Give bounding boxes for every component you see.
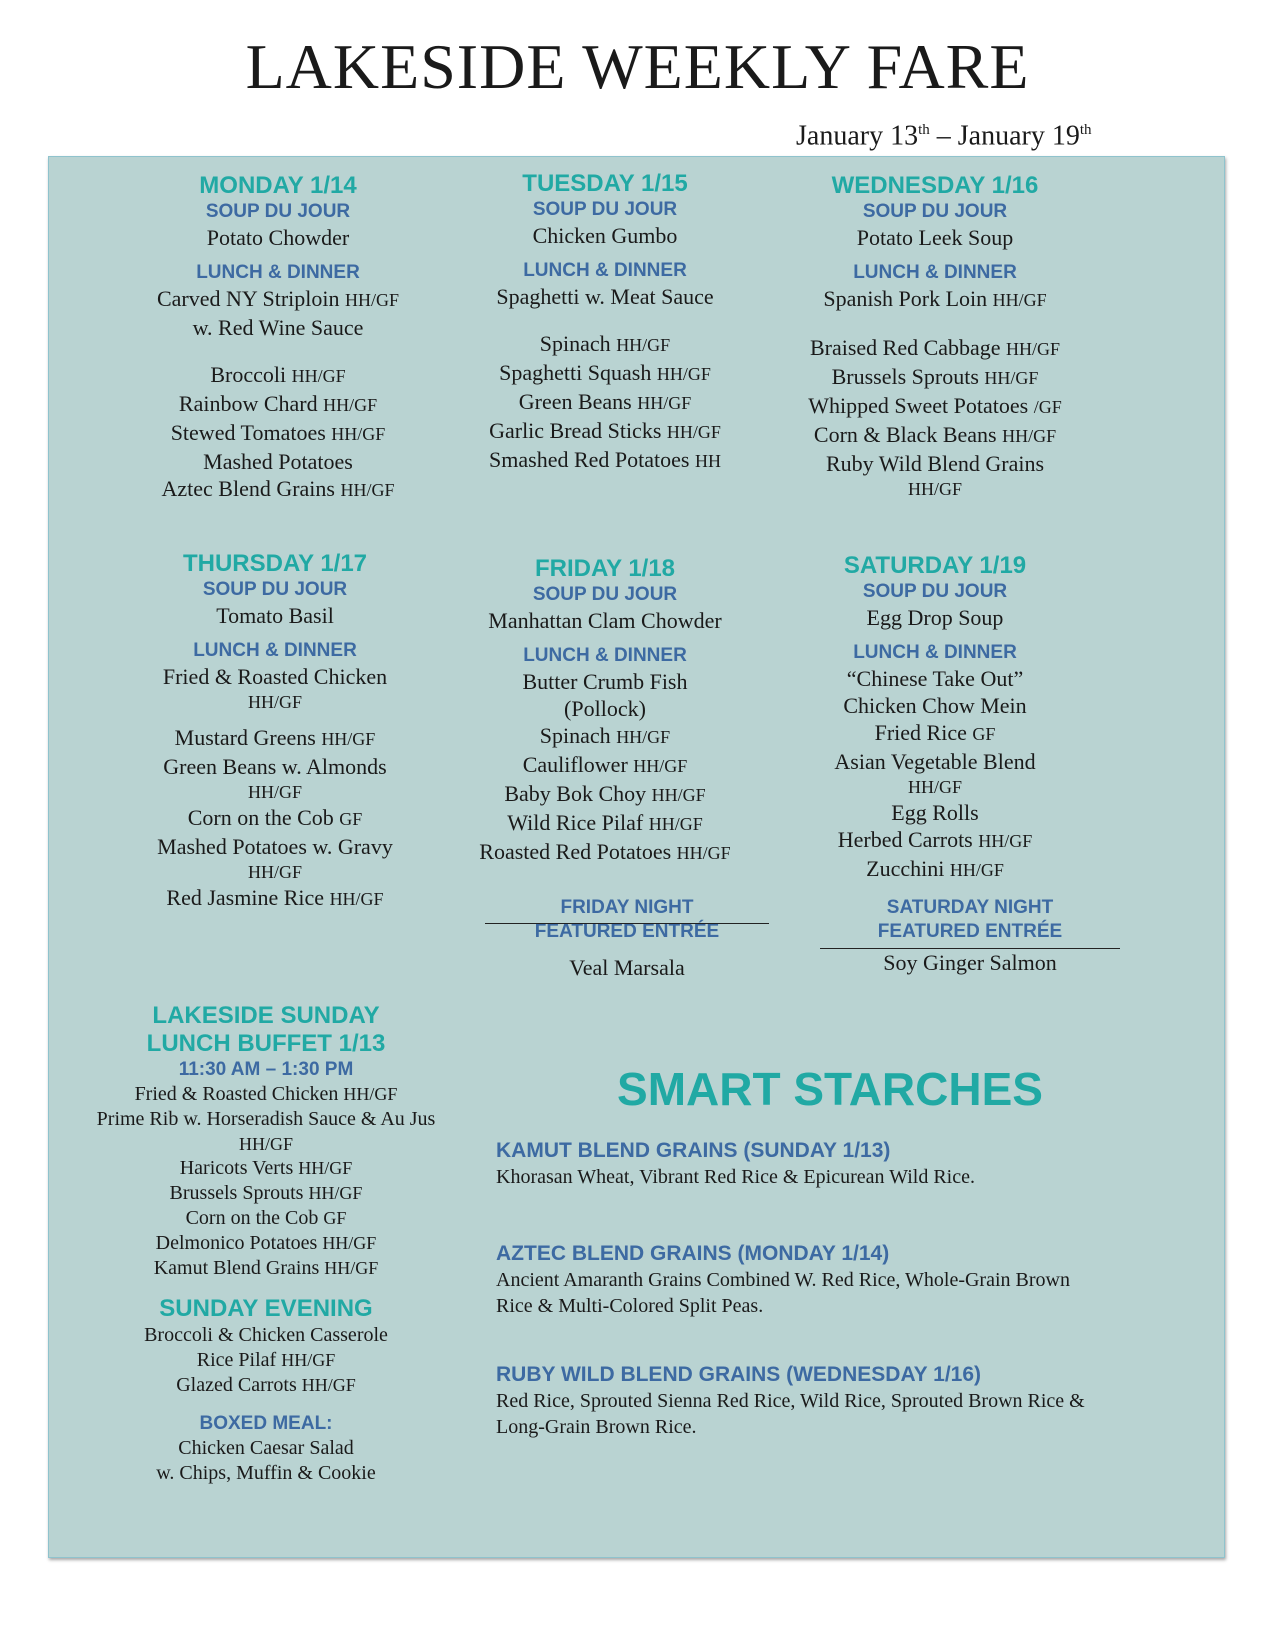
diet-tag: HH [694,451,721,471]
diet-tag: GF [323,1208,347,1228]
sunday-evening-title: SUNDAY EVENING [159,1295,373,1322]
soup-label: SOUP DU JOUR [532,584,678,605]
side-item [128,448,428,475]
side-name: Rainbow Chard [178,391,318,416]
soup-item: Manhattan Clam Chowder [488,608,722,633]
side-item [128,390,428,419]
boxed-meal-label: BOXED MEAL: [199,1413,333,1434]
friday-night-feature [485,896,769,981]
diet-tag: HH/GF [291,366,346,386]
diet-tag: HH/GF [238,1134,293,1154]
lunch-dinner-label: LUNCH & DINNER [523,645,687,666]
side-name: Corn & Black Beans [813,422,997,447]
lunch-dinner-label: LUNCH & DINNER [853,262,1017,283]
side-item [455,722,755,751]
diet-tag: HH/GF [247,862,302,882]
date-end: – January 19 [929,120,1080,152]
diet-tag: HH/GF [616,727,671,747]
item-name: Kamut Blend Grains [153,1257,320,1279]
buffet-item: Prime Rib w. Horseradish Sauce & Au Jus [96,1108,436,1130]
feature-dish: Soy Ginger Salmon [883,950,1057,975]
side-item [128,475,428,504]
diet-tag: HH/GF [984,368,1039,388]
diet-tag: HH/GF [949,860,1004,880]
side-item [455,809,755,838]
side-name: Mustard Greens [174,725,316,750]
diet-tag: HH/GF [648,814,703,834]
side-name: Aztec Blend Grains [161,476,335,501]
item-name: Corn on the Cob [185,1207,319,1229]
side-item [785,719,1085,748]
entree-item: Fried & Roasted Chicken [162,664,388,689]
entree-item: Chicken Chow Mein [843,693,1027,718]
side-name: Spinach [539,331,611,356]
side-item [455,751,755,780]
diet-tag: HH/GF [308,1183,363,1203]
saturday-menu [785,552,1085,884]
side-name: Garlic Bread Sticks [489,418,662,443]
side-item [455,359,755,388]
item-name: Rice Pilaf [196,1349,277,1371]
side-name: Spaghetti Squash [499,360,652,385]
side-item [785,334,1085,363]
side-item [455,417,755,446]
side-name: Fried Rice [874,720,967,745]
side-name: Cauliflower [522,752,628,777]
side-list [455,722,755,867]
side-item [115,804,435,833]
sunday-title: LAKESIDE SUNDAY [152,1002,380,1029]
side-name: Green Beans [518,389,632,414]
side-item [455,330,755,359]
side-item [785,392,1085,421]
smart-starches-title: SMART STARCHES [617,1063,1043,1115]
sunday-title-line2: LUNCH BUFFET 1/13 [146,1030,386,1057]
lunch-dinner-label: LUNCH & DINNER [196,262,360,283]
item-name: Glazed Carrots [176,1374,297,1396]
diet-tag: HH/GF [637,393,692,413]
side-item [785,363,1085,392]
feature-heading: FRIDAY NIGHT [560,897,694,918]
entree-item: Butter Crumb Fish [522,669,688,694]
aztec-starch [496,1241,1176,1319]
side-name: Zucchini [866,856,945,881]
entree-note: (Pollock) [564,696,646,721]
soup-label: SOUP DU JOUR [862,581,1008,602]
entree-item: Spaghetti w. Meat Sauce [496,284,714,309]
diet-tag: HH/GF [992,290,1047,310]
diet-tag: GF [972,724,996,744]
starch-title: KAMUT BLEND GRAINS (SUNDAY 1/13) [496,1139,891,1162]
entree-item: “Chinese Take Out” [846,666,1024,691]
feature-subheading: FEATURED ENTRÉE [877,921,1063,942]
buffet-item [76,1256,456,1281]
diet-tag: HH/GF [1006,339,1061,359]
monday-menu [128,172,428,504]
feature-heading: SATURDAY NIGHT [886,897,1054,918]
diet-tag: HH/GF [281,1350,336,1370]
soup-item: Potato Leek Soup [856,225,1014,250]
evening-item [76,1373,456,1398]
lunch-dinner-label: LUNCH & DINNER [193,640,357,661]
feature-subheading [485,920,769,944]
side-name: Herbed Carrots [837,827,973,852]
item-name: Brussels Sprouts [169,1182,304,1204]
entree-item [785,285,1085,314]
tuesday-menu [455,170,755,475]
entree-item [128,285,428,314]
date-start: January 13 [796,120,919,152]
diet-tag: HH/GF [907,777,962,797]
day-heading: FRIDAY 1/18 [534,555,676,582]
lunch-dinner-label: LUNCH & DINNER [853,642,1017,663]
diet-tag: HH/GF [301,1375,356,1395]
side-name: Baby Bok Choy [504,781,647,806]
side-name: Mashed Potatoes [203,449,353,474]
side-list [785,334,1085,450]
buffet-item [76,1231,456,1256]
day-heading: WEDNESDAY 1/16 [831,172,1039,199]
side-name: Whipped Sweet Potatoes [808,393,1029,418]
side-item: Ruby Wild Blend Grains [825,451,1045,476]
diet-tag: HH/GF [323,395,378,415]
diet-tag: HH/GF [324,1258,379,1278]
side-name: Broccoli [210,362,287,387]
diet-tag: HH/GF [978,831,1033,851]
soup-item: Egg Drop Soup [866,605,1004,630]
side-name: Corn on the Cob [187,805,334,830]
diet-tag: GF [339,809,363,829]
diet-tag: HH/GF [322,1233,377,1253]
day-heading: SATURDAY 1/19 [843,552,1027,579]
diet-tag: HH/GF [616,335,671,355]
side-list [128,361,428,504]
side-list [455,330,755,475]
ruby-starch [496,1362,1176,1440]
side-item: Green Beans w. Almonds [163,754,387,779]
side-item: Asian Vegetable Blend [834,749,1036,774]
item-name: Fried & Roasted Chicken [134,1083,339,1105]
diet-tag: HH/GF [340,480,395,500]
diet-tag: HH/GF [343,1084,398,1104]
diet-tag: HH/GF [298,1158,353,1178]
soup-label: SOUP DU JOUR [202,579,348,600]
starch-desc: Rice & Multi-Colored Split Peas. [496,1295,764,1317]
evening-item: Broccoli & Chicken Casserole [144,1324,388,1346]
entree-name: Spanish Pork Loin [823,286,988,311]
boxed-meal-item: w. Chips, Muffin & Cookie [156,1462,376,1484]
soup-label: SOUP DU JOUR [205,201,351,222]
soup-item: Tomato Basil [216,603,334,628]
day-heading: MONDAY 1/14 [199,172,357,199]
buffet-hours: 11:30 AM – 1:30 PM [178,1059,354,1080]
sunday-menu [76,1002,456,1486]
divider [485,923,769,924]
side-item [115,884,435,913]
starch-title: RUBY WILD BLEND GRAINS (WEDNESDAY 1/16) [496,1363,982,1386]
diet-tag: HH/GF [247,782,302,802]
side-name: Stewed Tomatoes [170,420,326,445]
kamut-starch [496,1138,1176,1190]
diet-tag: HH/GF [666,422,721,442]
saturday-night-feature [820,896,1120,976]
starch-desc: Ancient Amaranth Grains Combined W. Red Rice, Whole-Grain Brown [496,1269,1070,1291]
side-item: Egg Rolls [891,800,979,825]
date-end-suffix: th [1079,122,1092,138]
thursday-menu [115,550,435,913]
side-name: Smashed Red Potatoes [489,447,690,472]
side-item [128,419,428,448]
starch-title: AZTEC BLEND GRAINS (MONDAY 1/14) [496,1242,890,1265]
soup-item: Chicken Gumbo [532,223,678,248]
side-item [455,780,755,809]
diet-tag: HH/GF [321,729,376,749]
feature-dish: Veal Marsala [569,955,685,980]
diet-tag: HH/GF [247,692,302,712]
buffet-item [76,1082,456,1107]
day-heading: THURSDAY 1/17 [182,550,368,577]
diet-tag: HH/GF [907,479,962,499]
entree-name: Carved NY Striploin [156,286,340,311]
buffet-item [76,1156,456,1181]
friday-menu [455,555,755,867]
diet-tag: /GF [1033,397,1062,417]
starch-desc: Red Rice, Sprouted Sienna Red Rice, Wild Rice, Sprouted Brown Rice & [496,1390,1085,1412]
day-heading: TUESDAY 1/15 [522,170,688,197]
side-name: Red Jasmine Rice [166,885,325,910]
soup-item: Potato Chowder [206,225,350,250]
buffet-item [76,1181,456,1206]
diet-tag: HH/GF [633,756,688,776]
side-item [128,361,428,390]
buffet-item [76,1206,456,1231]
evening-item [76,1348,456,1373]
soup-label: SOUP DU JOUR [532,199,678,220]
feature-subheading-text: FEATURED ENTRÉE [534,921,720,942]
side-item [115,724,435,753]
side-name: Wild Rice Pilaf [507,810,644,835]
diet-tag: HH/GF [344,290,399,310]
side-name: Brussels Sprouts [831,364,979,389]
side-name: Roasted Red Potatoes [479,839,672,864]
lunch-dinner-label: LUNCH & DINNER [523,260,687,281]
diet-tag: HH/GF [676,843,731,863]
date-start-suffix: th [918,122,930,138]
side-item [785,421,1085,450]
diet-tag: HH/GF [651,785,706,805]
starch-desc: Long-Grain Brown Rice. [496,1416,697,1438]
date-range [796,112,1092,154]
side-item [455,446,755,475]
diet-tag: HH/GF [329,889,384,909]
side-item [455,388,755,417]
side-item [785,826,1085,855]
diet-tag: HH/GF [656,364,711,384]
item-name: Haricots Verts [179,1157,294,1179]
item-name: Delmonico Potatoes [155,1232,318,1254]
diet-tag: HH/GF [331,424,386,444]
side-name: Braised Red Cabbage [809,335,1001,360]
diet-tag: HH/GF [1002,426,1057,446]
side-item [785,855,1085,884]
side-name: Spinach [539,723,611,748]
soup-label: SOUP DU JOUR [862,201,1008,222]
page-title: LAKESIDE WEEKLY FARE [245,31,1030,102]
side-item [455,838,755,867]
boxed-meal-item: Chicken Caesar Salad [178,1437,354,1459]
wednesday-menu [785,172,1085,501]
starch-desc: Khorasan Wheat, Vibrant Red Rice & Epicurean Wild Rice. [496,1166,975,1188]
side-item: Mashed Potatoes w. Gravy [157,834,393,859]
entree-sauce: w. Red Wine Sauce [192,315,364,340]
